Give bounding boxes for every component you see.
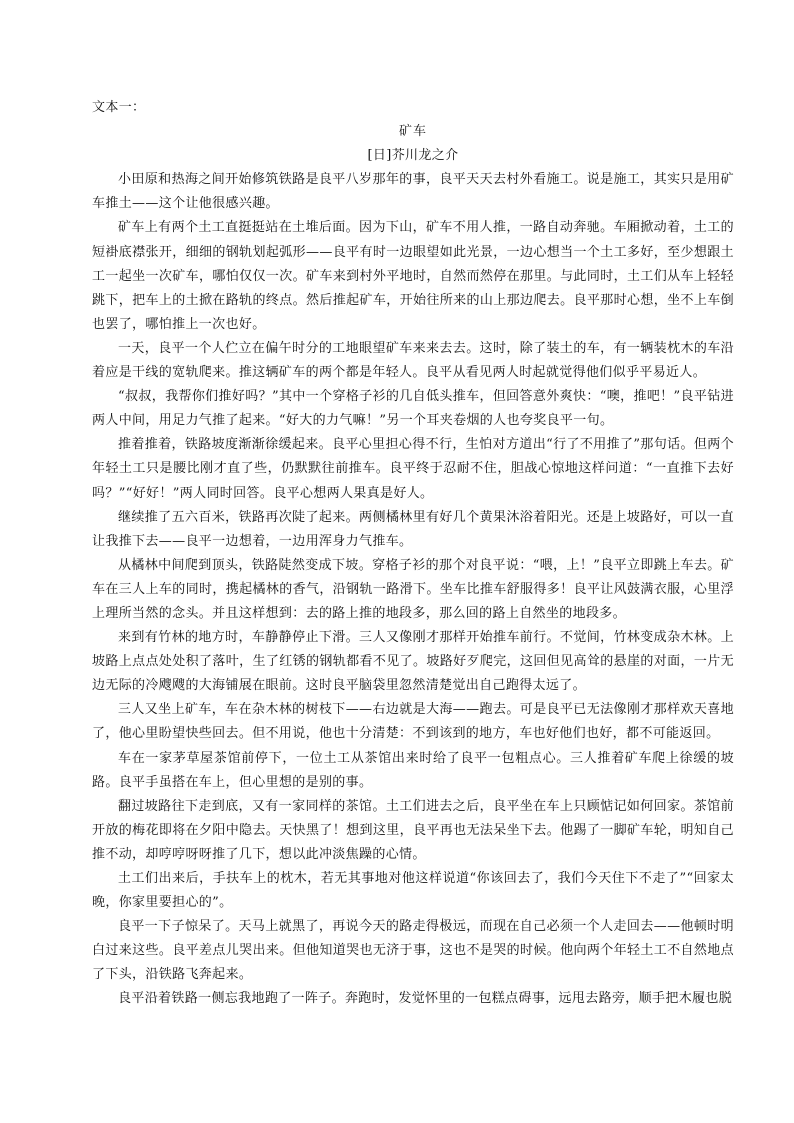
paragraph: 土工们出来后，手扶车上的枕木，若无其事地对他这样说道“你该回去了，我们今天住下不走了”“回家太晚，你家里要担心的”。 (92, 871, 734, 911)
paragraph: 一天，良平一个人伫立在偏午时分的工地眼望矿车来来去去。这时，除了装土的车，有一辆装枕木的车沿着应是干线的宽轨爬来。推这辆矿车的两个都是年轻人。良平从看见两人时起就觉得他们似乎平易近人。 (92, 340, 734, 381)
document-body (92, 96, 734, 1012)
paragraph: 小田原和热海之间开始修筑铁路是良平八岁那年的事，良平天天去村外看施工。说是施工，其实只是用矿车推土——这个让他很感兴趣。 (92, 172, 734, 212)
paragraph: 三人又坐上矿车，车在杂木林的树枝下——右边就是大海——跑去。可是良平已无法像刚才那样欢天喜地了，他心里盼望快些回去。但不用说，他也十分清楚：不到该到的地方，车也好他们也好，都不可能返回。 (92, 702, 734, 742)
paragraph: “叔叔，我帮你们推好吗？”其中一个穿格子衫的几自低头推车，但回答意外爽快：“噢，推吧！”良平钻进两人中间，用足力气推了起来。“好大的力气嘛！”另一个耳夹卷烟的人也夸奖良平一句。 (92, 389, 734, 429)
paragraph: 矿车上有两个土工直挺挺站在土堆后面。因为下山，矿车不用人推，一路自动奔驰。车厢掀动着，土工的短褂底襟张开，细细的钢轨划起弧形——良平有时一边眼望如此光景，一边心想当一个土工多好，至少想跟土工一起坐一次矿车，哪怕仅仅一次。矿车来到村外平地时，自然而然停在那里。与此同时，土工们从车上轻轻跳下，把车上的土掀在路轨的终点。然后推起矿车，开始往所来的山上那边爬去。良平那时心想，坐不上车倒也罢了，哪怕推上一次也好。 (92, 220, 734, 332)
paragraph: 来到有竹林的地方时，车静静停止下滑。三人又像刚才那样开始推车前行。不觉间，竹林变成杂木林。上坡路上点点处处积了落叶，生了红锈的钢轨都看不见了。坡路好歹爬完，这回但见高耸的悬崖的对面，一片无边无际的冷飕飕的大海铺展在眼前。这时良平脑袋里忽然清楚觉出自己跑得太远了。 (92, 630, 734, 694)
paragraph: 良平沿着铁路一侧忘我地跑了一阵子。奔跑时，发觉怀里的一包糕点碍事，远甩去路旁，顺手把木履也脱 (118, 991, 733, 1007)
story-title: 矿车 (398, 124, 427, 140)
paragraph: 继续推了五六百米，铁路再次陡了起来。两侧橘林里有好几个黄果沐浴着阳光。还是上坡路好，可以一直让我推下去——良平一边想着，一边用浑身力气推车。 (92, 509, 734, 549)
story-author: [日]芥川龙之介 (367, 148, 459, 164)
paragraph: 翻过坡路往下走到底，又有一家同样的茶馆。土工们进去之后，良平坐在车上只顾惦记如何回家。茶馆前开放的梅花即将在夕阳中隐去。天快黑了！想到这里，良平再也无法呆坐下去。他踢了一脚矿车轮，明知自己推不动，却哼哼呀呀推了几下，想以此冲淡焦躁的心情。 (92, 798, 734, 862)
paragraph: 良平一下子惊呆了。天马上就黑了，再说今天的路走得极远，而现在自己必须一个人走回去——他顿时明白过来这些。良平差点儿哭出来。但他知道哭也无济于事，这也不是哭的时候。他向两个年轻土工不自然地点了下头，沿铁路飞奔起来。 (92, 919, 734, 983)
section-label: 文本一： (92, 100, 146, 115)
paragraph: 车在一家茅草屋茶馆前停下，一位土工从茶馆出来时给了良平一包粗点心。三人推着矿车爬上徐缓的坡路。良平手虽搭在车上，但心里想的是别的事。 (92, 750, 734, 790)
paragraph: 从橘林中间爬到顶头，铁路陡然变成下坡。穿格子衫的那个对良平说：“喂，上！”良平立即跳上车去。矿车在三人上车的同时，携起橘林的香气，沿钢轨一路滑下。坐车比推车舒服得多！良平让风鼓满衣服，心里浮上理所当然的念头。并且这样想到：去的路上推的地段多，那么回的路上自然坐的地段多。 (92, 557, 734, 621)
paragraph: 推着推着，铁路坡度渐渐徐缓起来。良平心里担心得不行，生怕对方道出“行了不用推了”那句话。但两个年轻土工只是腰比刚才直了些，仍默默往前推车。良平终于忍耐不住，胆战心惊地这样问道：“一直推下去好吗？”“好好！”两人同时回答。良平心想两人果真是好人。 (92, 437, 734, 501)
